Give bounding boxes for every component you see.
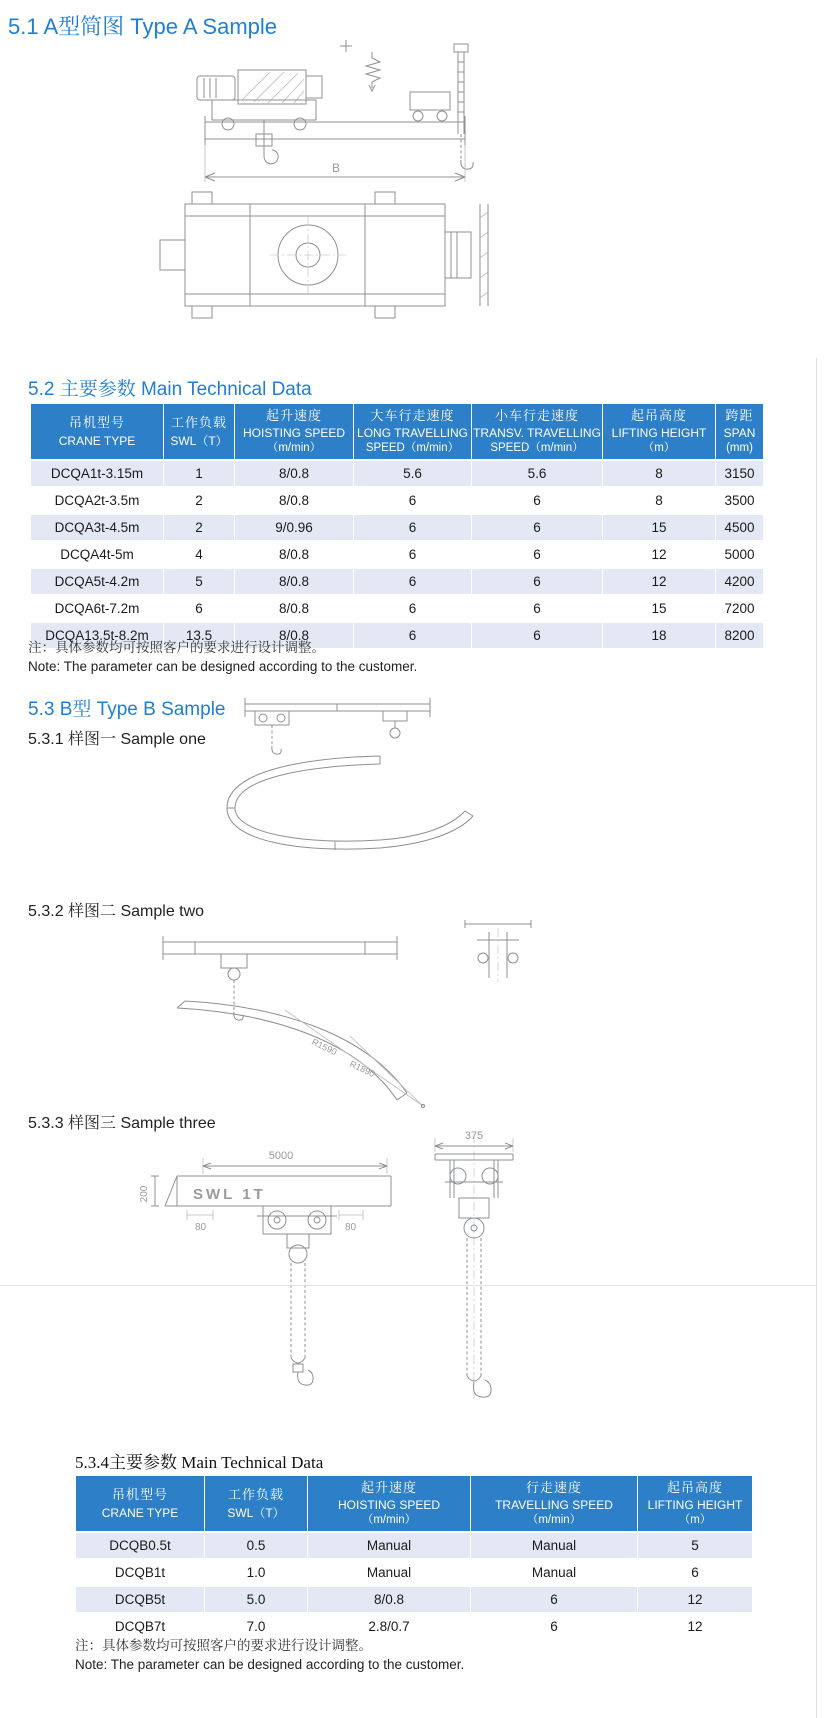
table-row [76,1587,752,1612]
cell-long-travelling: 5.6 [354,461,471,486]
dimension-label-80-left: 80 [195,1222,207,1233]
cell-span: 4200 [716,569,763,594]
dimension-label-5000: 5000 [268,1150,294,1162]
cell-hoisting-speed: 8/0.8 [235,542,353,567]
type-a-spec-table [30,402,764,650]
cell-crane-type: DCQB1t [76,1560,204,1585]
cell-hoisting-speed: Manual [308,1533,470,1558]
cell-lifting-height: 12 [638,1587,752,1612]
column-header-swl: 工作负载 SWL（T） [205,1476,307,1531]
column-header-span: 跨距 SPAN (mm) [716,404,763,459]
swl-marking: SWL 1T [193,1186,266,1203]
cell-crane-type: DCQA6t-7.2m [31,596,163,621]
cell-hoisting-speed: 8/0.8 [235,569,353,594]
cell-hoisting-speed: 2.8/0.7 [308,1614,470,1639]
column-header-swl: 工作负载 SWL（T） [164,404,234,459]
page-divider-line [0,1285,817,1286]
column-header-crane-type: 吊机型号 CRANE TYPE [31,404,163,459]
cell-hoisting-speed: 8/0.8 [308,1587,470,1612]
note-table-b [75,1636,464,1674]
cell-swl: 0.5 [205,1533,307,1558]
cell-lifting-height: 5 [638,1533,752,1558]
type-b-spec-table [75,1474,753,1641]
cell-long-travelling: 6 [354,542,471,567]
cell-span: 7200 [716,596,763,621]
cell-span: 5000 [716,542,763,567]
cell-crane-type: DCQB7t [76,1614,204,1639]
cell-transv-travelling: 6 [472,488,602,513]
page-edge-line [816,358,817,1718]
column-header-hoisting-speed: 起升速度 HOISTING SPEED （m/min） [235,404,353,459]
sample-two-drawing [135,916,640,1108]
radius-label-inner: R1590 [310,1036,339,1058]
cell-transv-travelling: 6 [472,569,602,594]
section-5-3-heading: 5.3 B型 Type B Sample [28,699,226,720]
cell-travelling-speed: Manual [471,1533,637,1558]
section-5-1-heading: 5.1 A型简图 Type A Sample [8,14,278,39]
table-row [31,542,763,567]
cell-lifting-height: 18 [603,623,715,648]
section-5-3-1-heading: 5.3.1 样图一 Sample one [28,731,206,748]
cell-swl: 13.5 [164,623,234,648]
table-row [31,569,763,594]
cell-transv-travelling: 6 [472,542,602,567]
cell-transv-travelling: 6 [472,515,602,540]
cell-long-travelling: 6 [354,515,471,540]
cell-crane-type: DCQA13.5t-8.2m [31,623,163,648]
note-en: Note: The parameter can be designed according to the customer. [28,659,418,674]
sample-three-drawing [135,1126,715,1418]
column-header-hoisting-speed: 起升速度 HOISTING SPEED （m/min） [308,1476,470,1531]
dimension-label-80-right: 80 [345,1222,357,1233]
cell-swl: 2 [164,488,234,513]
cell-long-travelling: 6 [354,488,471,513]
cell-span: 8200 [716,623,763,648]
note-cn: 注：具体参数均可按照客户的要求进行设计调整。 [28,640,325,655]
cell-crane-type: DCQA1t-3.15m [31,461,163,486]
table-header-row [76,1476,752,1531]
cell-swl: 1 [164,461,234,486]
section-5-3-2-heading: 5.3.2 样图二 Sample two [28,903,205,920]
table-row [31,461,763,486]
table-row [76,1560,752,1585]
cell-swl: 4 [164,542,234,567]
cell-transv-travelling: 6 [472,623,602,648]
dimension-label-375: 375 [464,1130,484,1142]
cell-swl: 6 [164,596,234,621]
cell-lifting-height: 8 [603,461,715,486]
cell-swl: 7.0 [205,1614,307,1639]
table-row [31,488,763,513]
cell-span: 3150 [716,461,763,486]
note-table-a [28,638,417,676]
dimension-label-b: B [332,161,341,175]
dimension-label-200: 200 [139,1185,150,1203]
column-header-travelling-speed: 行走速度 TRAVELLING SPEED （m/min） [471,1476,637,1531]
cell-crane-type: DCQB5t [76,1587,204,1612]
cell-lifting-height: 8 [603,488,715,513]
section-5-3-4-heading: 5.3.4主要参数 Main Technical Data [75,1453,324,1472]
cell-swl: 5.0 [205,1587,307,1612]
cell-long-travelling: 6 [354,623,471,648]
cell-hoisting-speed: 8/0.8 [235,596,353,621]
cell-transv-travelling: 6 [472,596,602,621]
cell-lifting-height: 12 [603,542,715,567]
note-cn: 注：具体参数均可按照客户的要求进行设计调整。 [75,1638,372,1653]
table-header-row [31,404,763,459]
cell-travelling-speed: 6 [471,1587,637,1612]
section-5-3-3-heading: 5.3.3 样图三 Sample three [28,1115,216,1132]
cell-hoisting-speed: 8/0.8 [235,623,353,648]
note-en: Note: The parameter can be designed according to the customer. [75,1657,465,1672]
table-row [31,596,763,621]
table-row [76,1533,752,1558]
cell-crane-type: DCQA4t-5m [31,542,163,567]
cell-crane-type: DCQB0.5t [76,1533,204,1558]
column-header-lifting-height: 起吊高度 LIFTING HEIGHT （m） [603,404,715,459]
table-row [31,515,763,540]
sample-one-drawing [175,688,490,903]
cell-hoisting-speed: 9/0.96 [235,515,353,540]
cell-swl: 2 [164,515,234,540]
cell-travelling-speed: Manual [471,1560,637,1585]
column-header-crane-type: 吊机型号 CRANE TYPE [76,1476,204,1531]
cell-lifting-height: 15 [603,515,715,540]
cell-hoisting-speed: 8/0.8 [235,488,353,513]
cell-span: 4500 [716,515,763,540]
cell-hoisting-speed: 8/0.8 [235,461,353,486]
cell-lifting-height: 12 [603,569,715,594]
cell-lifting-height: 6 [638,1560,752,1585]
radius-label-outer: R1890 [348,1058,377,1080]
section-5-2-heading: 5.2 主要参数 Main Technical Data [28,379,312,400]
cell-long-travelling: 6 [354,596,471,621]
cell-long-travelling: 6 [354,569,471,594]
cell-travelling-speed: 6 [471,1614,637,1639]
type-a-technical-drawing [140,36,700,341]
cell-swl: 5 [164,569,234,594]
cell-crane-type: DCQA5t-4.2m [31,569,163,594]
cell-crane-type: DCQA2t-3.5m [31,488,163,513]
column-header-long-travelling-speed: 大车行走速度 LONG TRAVELLING SPEED（m/min） [354,404,471,459]
cell-lifting-height: 15 [603,596,715,621]
cell-crane-type: DCQA3t-4.5m [31,515,163,540]
cell-transv-travelling: 5.6 [472,461,602,486]
cell-hoisting-speed: Manual [308,1560,470,1585]
cell-lifting-height: 12 [638,1614,752,1639]
cell-swl: 1.0 [205,1560,307,1585]
column-header-lifting-height: 起吊高度 LIFTING HEIGHT （m） [638,1476,752,1531]
column-header-transv-travelling-speed: 小车行走速度 TRANSV. TRAVELLING SPEED（m/min） [472,404,602,459]
cell-span: 3500 [716,488,763,513]
